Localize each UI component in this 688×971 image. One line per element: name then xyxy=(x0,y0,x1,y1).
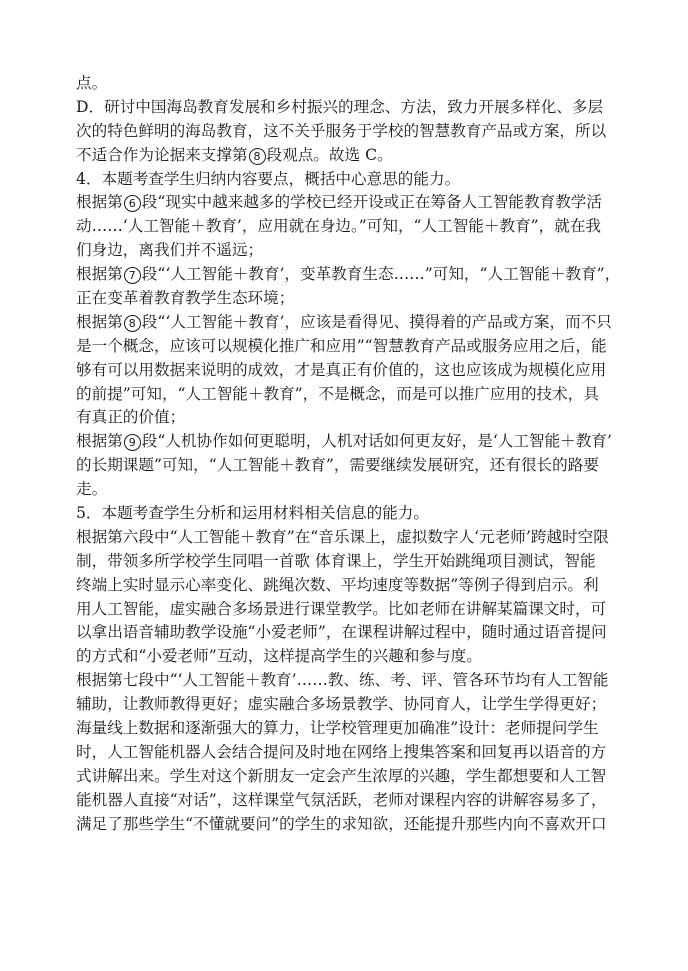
text-line: 走。 xyxy=(76,480,108,499)
text-line: 制，带领多所学校学生同唱一首歌 体育课上，学生开始跳绳项目测试，智能 xyxy=(76,551,596,570)
text-line: 点。 xyxy=(76,74,108,92)
text-line: 4．本题考查学生归纳内容要点，概括中心意思的能力。 xyxy=(76,169,461,188)
text-line: 的长期课题”可知，“人工智能＋教育”，需要继续发展研究，还有很长的路要 xyxy=(76,456,599,475)
text-line xyxy=(76,430,622,454)
text-line: 的方式和“小爱老师”互动，这样提高学生的兴趣和参与度。 xyxy=(76,647,482,666)
text-line: 次的特色鲜明的海岛教育，这不关乎服务于学校的智慧教育产品或方案，所以 xyxy=(76,121,607,140)
line-text-start: 根据第 xyxy=(76,265,123,284)
text-line xyxy=(76,144,622,168)
paragraph-number-circle: 9 xyxy=(124,434,141,451)
text-line: 正在变革着教育教学生态环境； xyxy=(76,289,295,308)
line-text-end: 段“人机协作如何更聪明，人机对话如何更友好，是‘人工智能＋教育’ xyxy=(141,432,612,451)
text-line: 辅助，让教师教得更好；虚实融合多场景教学、协同育人，让学生学得更好； xyxy=(76,695,607,714)
text-line: 根据第六段中“人工智能＋教育”在“音乐课上，虚拟数字人‘元老师’跨越时空限 xyxy=(76,527,609,546)
paragraph-number-circle: 6 xyxy=(124,195,141,212)
text-line: D．研讨中国海岛教育发展和乡村振兴的理念、方法，致力开展多样化、多层 xyxy=(76,97,604,116)
text-line: 时，人工智能机器人会结合提问及时地在网络上搜集答案和回复再以语音的方 xyxy=(76,742,607,761)
text-line: 海量线上数据和逐渐强大的算力，让学校管理更加确准”设计：老师提问学生 xyxy=(76,719,599,738)
line-text-start: 根据第 xyxy=(76,312,123,331)
text-line: 终端上实时显示心率变化、跳绳次数、平均速度等数据”等例子得到启示。利 xyxy=(76,575,599,594)
text-line: 的前提”可知，“人工智能＋教育”，不是概念，而是可以推广应用的技术，具 xyxy=(76,384,599,403)
paragraph-number-circle: 8 xyxy=(249,148,266,165)
text-line: 够有可以用数据来说明的成效，才是真正有价值的，这也应该成为规模化应用 xyxy=(76,360,607,379)
text-line: 动……‘人工智能＋教育’，应用就在身边。”可知，“人工智能＋教育”，就在我 xyxy=(76,217,602,236)
paragraph-number-circle: 8 xyxy=(124,315,141,332)
text-line: 根据第七段中“‘人工智能＋教育’……教、练、考、评、管各环节均有人工智能 xyxy=(76,671,609,690)
line-text-start: 不适合作为论据来支撑第 xyxy=(76,145,248,164)
text-line: 式讲解出来。学生对这个新朋友一定会产生浓厚的兴趣，学生都想要和人工智 xyxy=(76,766,607,785)
text-line: 是一个概念，应该可以规模化推广和应用”“智慧教育产品或服务应用之后，能 xyxy=(76,336,607,355)
text-line: 用人工智能，虚实融合多场景进行课堂教学。比如老师在讲解某篇课文时，可 xyxy=(76,599,607,618)
document-body xyxy=(76,72,622,837)
text-line xyxy=(76,191,622,215)
text-line: 满足了那些学生“不懂就要问”的学生的求知欲，还能提升那些内向不喜欢开口 xyxy=(76,814,607,833)
line-text-start: 根据第 xyxy=(76,193,123,212)
line-text-end: 段观点。故选 C。 xyxy=(266,145,393,164)
text-line: 们身边，离我们并不遥远； xyxy=(76,241,264,260)
text-line: 以拿出语音辅助教学设施“小爱老师”，在课程讲解过程中，随时通过语音提问 xyxy=(76,623,607,642)
text-line xyxy=(76,311,622,335)
line-text-end: 段“现实中越来越多的学校已经开设或正在筹备人工智能教育教学活 xyxy=(141,193,602,212)
line-text-start: 根据第 xyxy=(76,432,123,451)
text-line xyxy=(76,263,622,287)
text-line: 5．本题考查学生分析和运用材料相关信息的能力。 xyxy=(76,504,429,523)
line-text-end: 段“‘人工智能＋教育’，应该是看得见、摸得着的产品或方案，而不只 xyxy=(141,312,612,331)
paragraph-number-circle: 7 xyxy=(124,267,141,284)
text-line: 能机器人直接“对话”，这样课堂气氛活跃，老师对课程内容的讲解容易多了， xyxy=(76,790,607,809)
text-line: 有真正的价值； xyxy=(76,408,186,427)
line-text-end: 段“‘人工智能＋教育’，变革教育生态……”可知，“人工智能＋教育”， xyxy=(141,265,621,284)
